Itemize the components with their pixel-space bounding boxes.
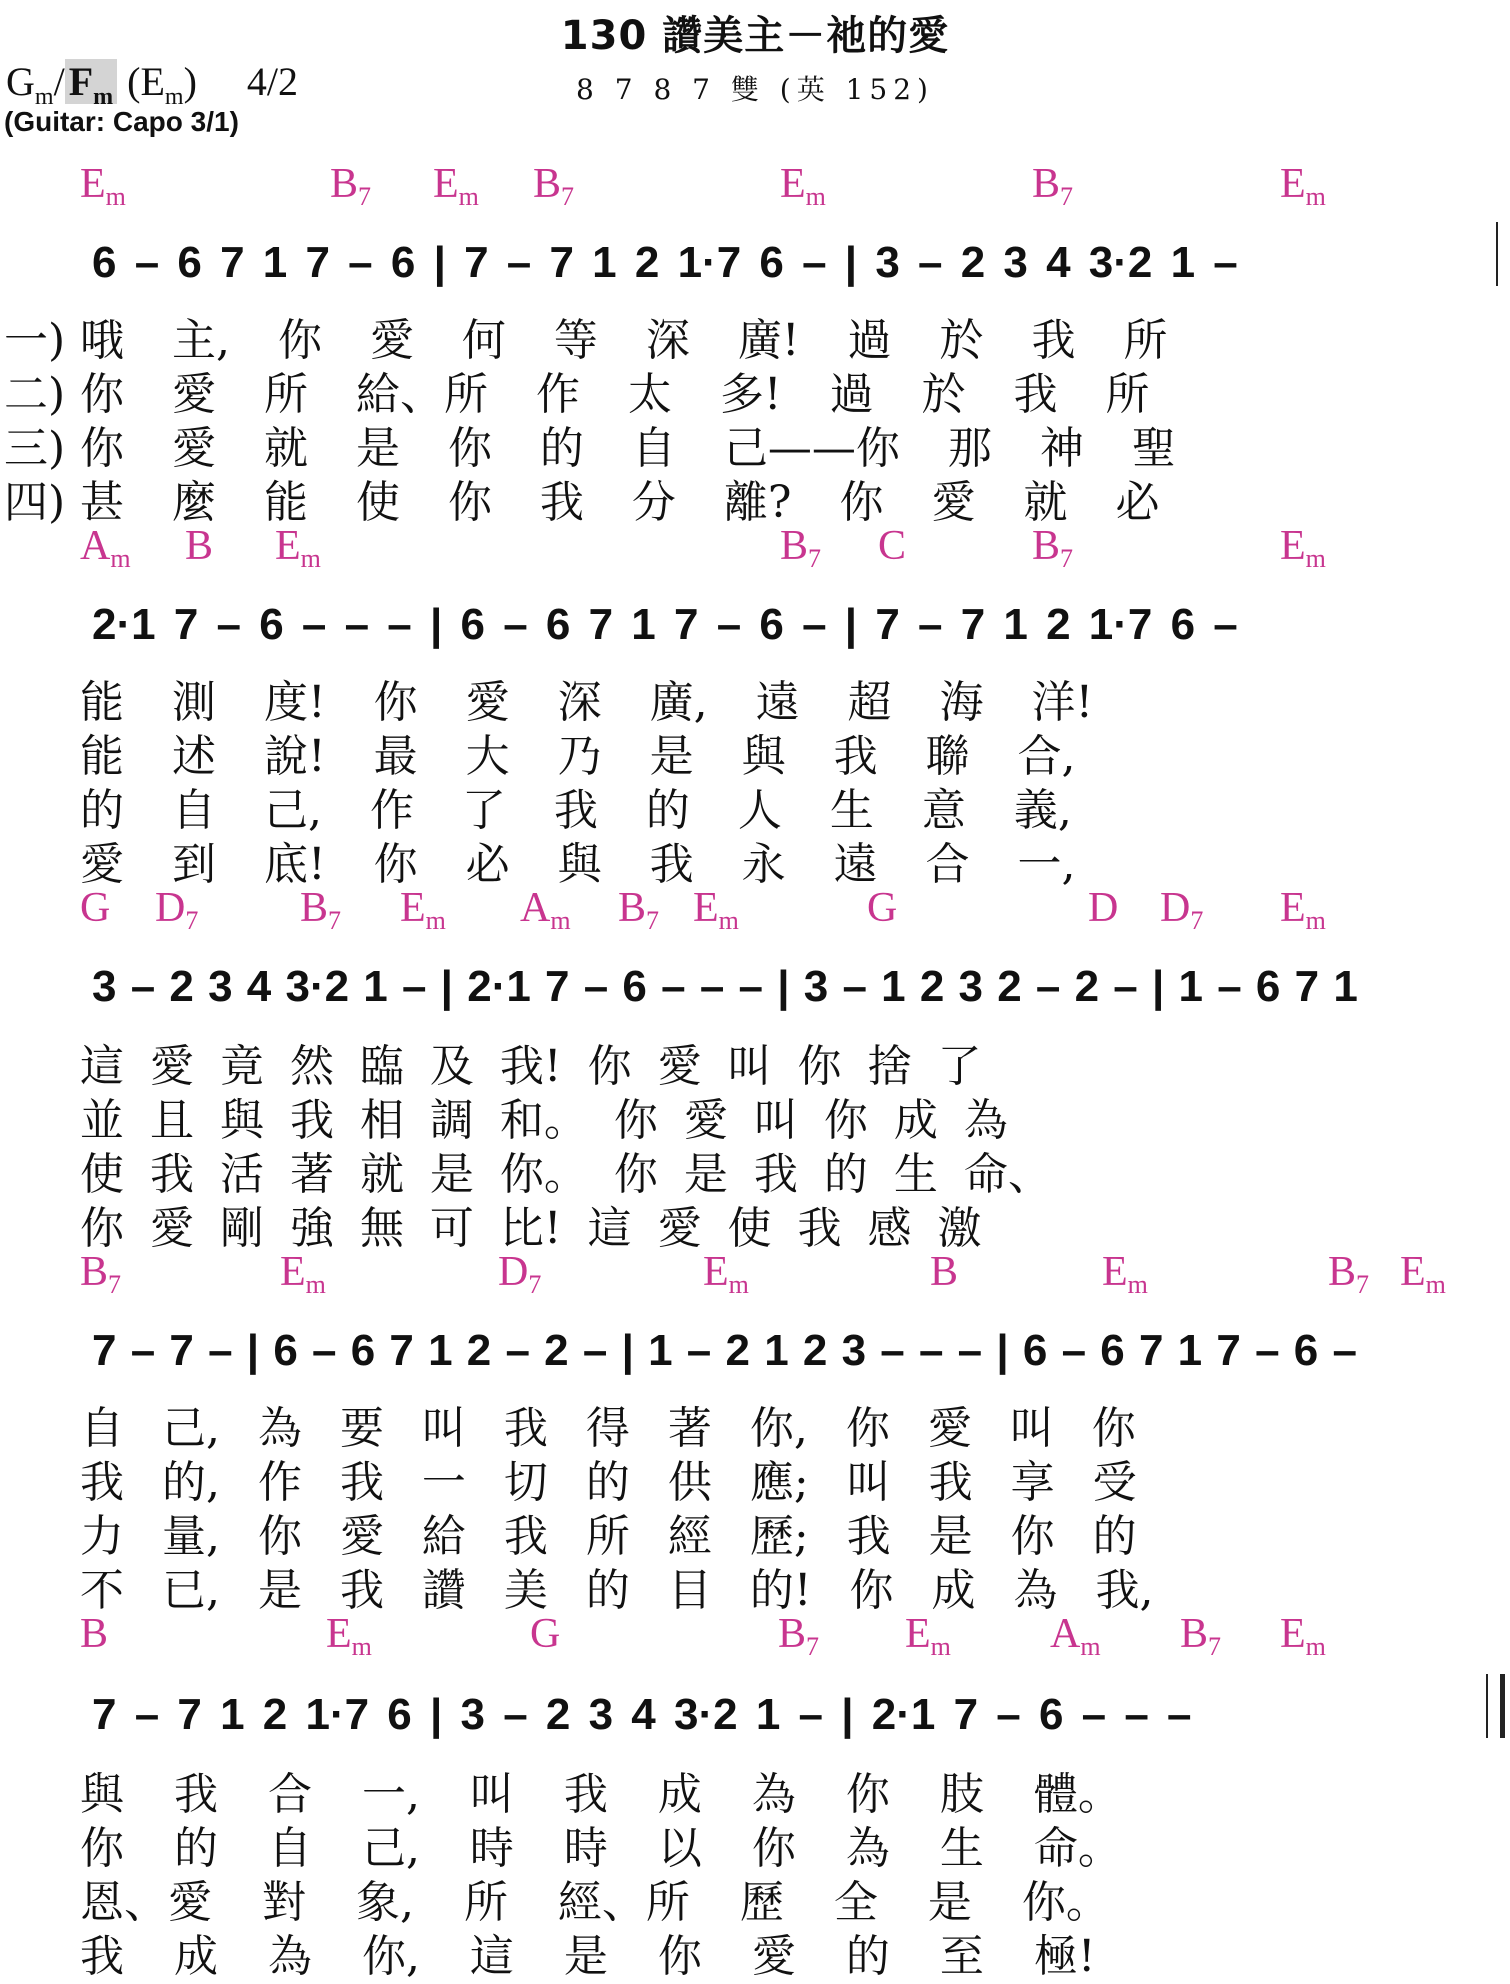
chord-quality: 7 — [108, 1270, 122, 1299]
chord-quality: m — [550, 906, 571, 935]
chord: $B_7$ — [780, 523, 822, 573]
lyric-line: 甚 麼 能 使 你 我 分 離? 你 愛 就 必 — [80, 477, 1160, 528]
chord: G — [80, 885, 111, 931]
notation-line: 7 – 7 1 2 1·7 6 | 3 – 2 3 4 3·2 1 – | 2·1 7 – 6 – – – — [92, 1690, 1192, 1739]
lyric-line: 與 我 合 一, 叫 我 成 為 你 肢 體。 — [80, 1769, 1122, 1820]
chord: $E_m$ — [703, 1249, 749, 1299]
lyric-line: 你 愛 就 是 你 的 自 己——你 那 神 聖 — [80, 423, 1176, 474]
lyric-line: 自 己, 為 要 叫 我 得 著 你, 你 愛 叫 你 — [80, 1403, 1136, 1454]
chord: $B_7$ — [618, 885, 660, 935]
chord: $B_7$ — [533, 161, 575, 211]
guitar-capo-note: (Guitar: Capo 3/1) — [4, 106, 239, 137]
chord: $E_m$ — [1102, 1249, 1148, 1299]
lyric-line: 使 我 活 著 就 是 你。 你 是 我 的 生 命、 — [80, 1149, 1052, 1200]
chord-quality: 7 — [185, 906, 199, 935]
chord-quality: m — [1305, 544, 1326, 573]
chord: $B_7$ — [1328, 1249, 1370, 1299]
key-original: $G_m/$ — [6, 59, 65, 110]
chord: $E_m$ — [1280, 1611, 1326, 1661]
chord: $E_m$ — [1280, 523, 1326, 573]
chord-quality: m — [351, 1632, 372, 1661]
chord-quality: m — [1127, 1270, 1148, 1299]
chord: $E_m$ — [400, 885, 446, 935]
chord: B — [185, 523, 214, 569]
key-highlighted: $F_m$ — [65, 59, 117, 104]
lyric-line: 能 述 說! 最 大 乃 是 與 我 聯 合, — [80, 731, 1076, 782]
chord-quality: 7 — [1060, 182, 1074, 211]
chord-quality: m — [718, 906, 739, 935]
chord-quality: 7 — [1190, 906, 1204, 935]
chord: G — [530, 1611, 561, 1657]
chord-quality: m — [105, 182, 126, 211]
chord: $E_m$ — [275, 523, 321, 573]
chord: $E_m$ — [1400, 1249, 1446, 1299]
verse-label: 一) — [4, 315, 66, 366]
chord-quality: m — [1305, 1632, 1326, 1661]
chord-quality: 7 — [808, 544, 822, 573]
chord: C — [878, 523, 907, 569]
chord: $E_m$ — [280, 1249, 326, 1299]
chord-quality: 7 — [1356, 1270, 1370, 1299]
chord-quality: m — [1425, 1270, 1446, 1299]
barline — [1496, 222, 1498, 286]
chord: $D_7$ — [155, 885, 199, 935]
chord-quality: 7 — [806, 1632, 820, 1661]
chord-quality: m — [110, 544, 131, 573]
chord-quality: m — [458, 182, 479, 211]
chord: $B_7$ — [1180, 1611, 1222, 1661]
chord-quality: m — [930, 1632, 951, 1661]
lyric-line: 我 成 為 你, 這 是 你 愛 的 至 極! — [80, 1931, 1096, 1982]
chord-quality: 7 — [358, 182, 372, 211]
chord: $E_m$ — [905, 1611, 951, 1661]
chord: G — [867, 885, 898, 931]
chord: $E_m$ — [1280, 885, 1326, 935]
chord: $D_7$ — [1160, 885, 1204, 935]
key-guitar: $(E_m)$ — [127, 59, 197, 110]
chord: $E_m$ — [780, 161, 826, 211]
chord-quality: 7 — [1060, 544, 1074, 573]
chord: $E_m$ — [80, 161, 126, 211]
notation-line: 2·1 7 – 6 – – – | 6 – 6 7 1 7 – 6 – | 7 – 7 1 2 1·7 6 – — [92, 600, 1238, 649]
lyric-line: 你 愛 剛 強 無 可 比! 這 愛 使 我 感 激 — [80, 1203, 982, 1254]
chord: $A_m$ — [80, 523, 131, 573]
lyric-line: 恩、愛 對 象, 所 經、所 歷 全 是 你。 — [80, 1877, 1110, 1928]
chord-quality: m — [1305, 182, 1326, 211]
final-barline — [1486, 1674, 1505, 1738]
chord-quality: m — [1305, 906, 1326, 935]
chord: B — [930, 1249, 959, 1295]
chord: $E_m$ — [433, 161, 479, 211]
chord-quality: 7 — [646, 906, 660, 935]
lyric-line: 並 且 與 我 相 調 和。 你 愛 叫 你 成 為 — [80, 1095, 1008, 1146]
chord: $A_m$ — [1050, 1611, 1101, 1661]
chord: D — [1088, 885, 1119, 931]
chord: $E_m$ — [693, 885, 739, 935]
lyric-line: 力 量, 你 愛 給 我 所 經 歷; 我 是 你 的 — [80, 1511, 1137, 1562]
chord: $E_m$ — [1280, 161, 1326, 211]
chord: $B_7$ — [1032, 523, 1074, 573]
verse-label: 四) — [4, 477, 66, 528]
lyric-line: 我 的, 作 我 一 切 的 供 應; 叫 我 享 受 — [80, 1457, 1137, 1508]
lyric-line: 你 愛 所 給、所 作 太 多! 過 於 我 所 — [80, 369, 1150, 420]
chord: $E_m$ — [326, 1611, 372, 1661]
lyric-line: 這 愛 竟 然 臨 及 我! 你 愛 叫 你 捨 了 — [80, 1041, 982, 1092]
hymn-title: 130 讚美主－祂的愛 — [560, 13, 950, 59]
lyric-line: 愛 到 底! 你 必 與 我 永 遠 合 一, — [80, 839, 1076, 890]
chord-quality: 7 — [328, 906, 342, 935]
lyric-line: 能 測 度! 你 愛 深 廣, 遠 超 海 洋! — [80, 677, 1094, 728]
lyric-line: 的 自 己, 作 了 我 的 人 生 意 義, — [80, 785, 1072, 836]
time-signature: 4/2 — [246, 59, 299, 104]
verse-label: 三) — [4, 423, 66, 474]
chord-quality: m — [300, 544, 321, 573]
meter-info: 8 7 8 7 雙 (英 152) — [576, 73, 934, 106]
chord-quality: 7 — [1208, 1632, 1222, 1661]
chord: $B_7$ — [330, 161, 372, 211]
notation-line: 3 – 2 3 4 3·2 1 – | 2·1 7 – 6 – – – | 3 – 1 2 3 2 – 2 – | 1 – 6 7 1 — [92, 962, 1358, 1011]
chord-quality: m — [1080, 1632, 1101, 1661]
chord: $B_7$ — [80, 1249, 122, 1299]
chord-quality: m — [728, 1270, 749, 1299]
lyric-line: 哦 主, 你 愛 何 等 深 廣! 過 於 我 所 — [80, 315, 1168, 366]
chord-quality: m — [805, 182, 826, 211]
chord-quality: m — [425, 906, 446, 935]
chord: $D_7$ — [498, 1249, 542, 1299]
chord: $B_7$ — [778, 1611, 820, 1661]
lyric-line: 不 已, 是 我 讚 美 的 目 的! 你 成 為 我, — [80, 1565, 1154, 1616]
chord: $B_7$ — [300, 885, 342, 935]
notation-line: 7 – 7 – | 6 – 6 7 1 2 – 2 – | 1 – 2 1 2 3 – – – | 6 – 6 7 1 7 – 6 – — [92, 1326, 1357, 1375]
chord: $B_7$ — [1032, 161, 1074, 211]
chord: B — [80, 1611, 109, 1657]
notation-line: 6 – 6 7 1 7 – 6 | 7 – 7 1 2 1·7 6 – | 3 – 2 3 4 3·2 1 – — [92, 238, 1238, 287]
chord-quality: m — [305, 1270, 326, 1299]
chord-quality: 7 — [528, 1270, 542, 1299]
lyric-line: 你 的 自 己, 時 時 以 你 為 生 命。 — [80, 1823, 1122, 1874]
verse-label: 二) — [4, 369, 66, 420]
chord: $A_m$ — [520, 885, 571, 935]
chord-quality: 7 — [561, 182, 575, 211]
